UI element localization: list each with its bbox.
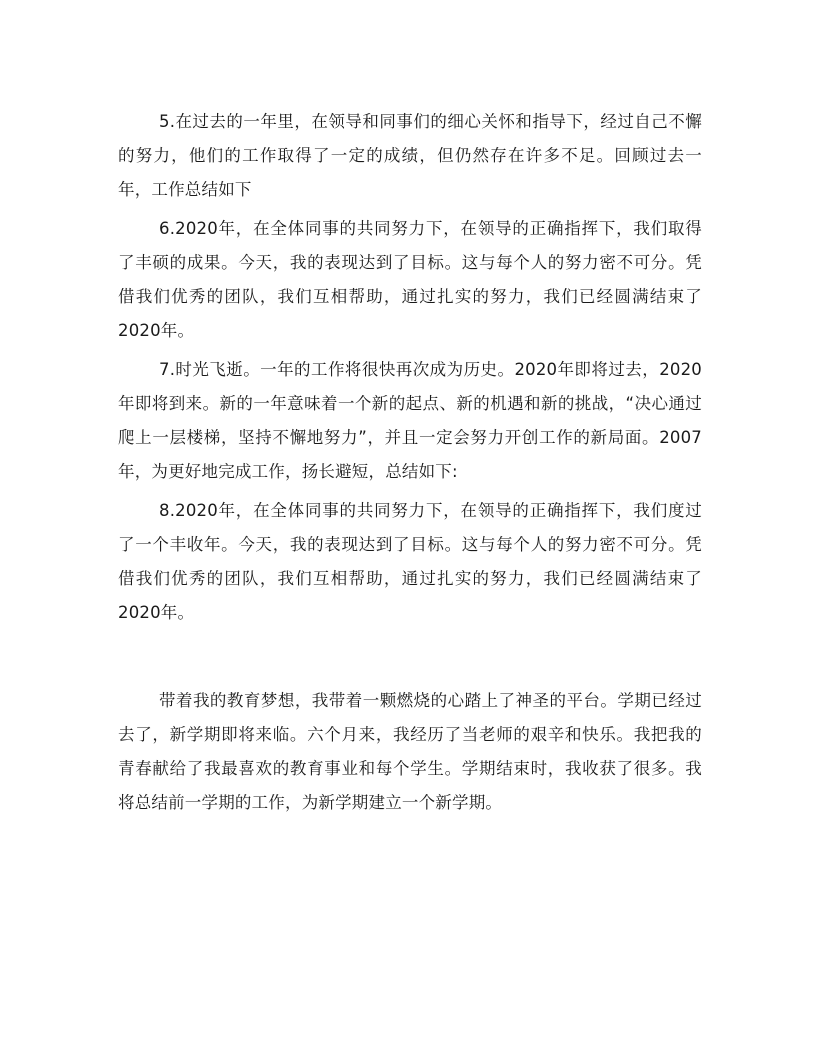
paragraph-6: 6.2020年，在全体同事的共同努力下，在领导的正确指挥下，我们取得了丰硕的成果。今天，我的表现达到了目标。这与每个人的努力密不可分。凭借我们优秀的团队，我们互相帮助，通过扎实的努力，我们已经圆满结束了2020年。: [118, 219, 702, 340]
paragraph-8: 8.2020年，在全体同事的共同努力下，在领导的正确指挥下，我们度过了一个丰收年。今天，我的表现达到了目标。这与每个人的努力密不可分。凭借我们优秀的团队，我们互相帮助，通过扎实的努力，我们已经圆满结束了2020年。: [118, 501, 702, 622]
closing-paragraph: 带着我的教育梦想，我带着一颗燃烧的心踏上了神圣的平台。学期已经过去了，新学期即将来临。六个月来，我经历了当老师的艰辛和快乐。我把我的青春献给了我最喜欢的教育事业和每个学生。学期结束时，我收获了很多。我将总结前一学期的工作，为新学期建立一个新学期。: [118, 691, 702, 812]
section-gap: [118, 630, 702, 684]
paragraph-5: 5.在过去的一年里，在领导和同事们的细心关怀和指导下，经过自己不懈的努力，他们的工作取得了一定的成绩，但仍然存在许多不足。回顾过去一年，工作总结如下: [118, 112, 702, 199]
paragraph-7: 7.时光飞逝。一年的工作将很快再次成为历史。2020年即将过去，2020年即将到来。新的一年意味着一个新的起点、新的机遇和新的挑战，“决心通过爬上一层楼梯，坚持不懈地努力”，并且一定会努力开创工作的新局面。2007年，为更好地完成工作，扬长避短，总结如下:: [118, 360, 702, 481]
